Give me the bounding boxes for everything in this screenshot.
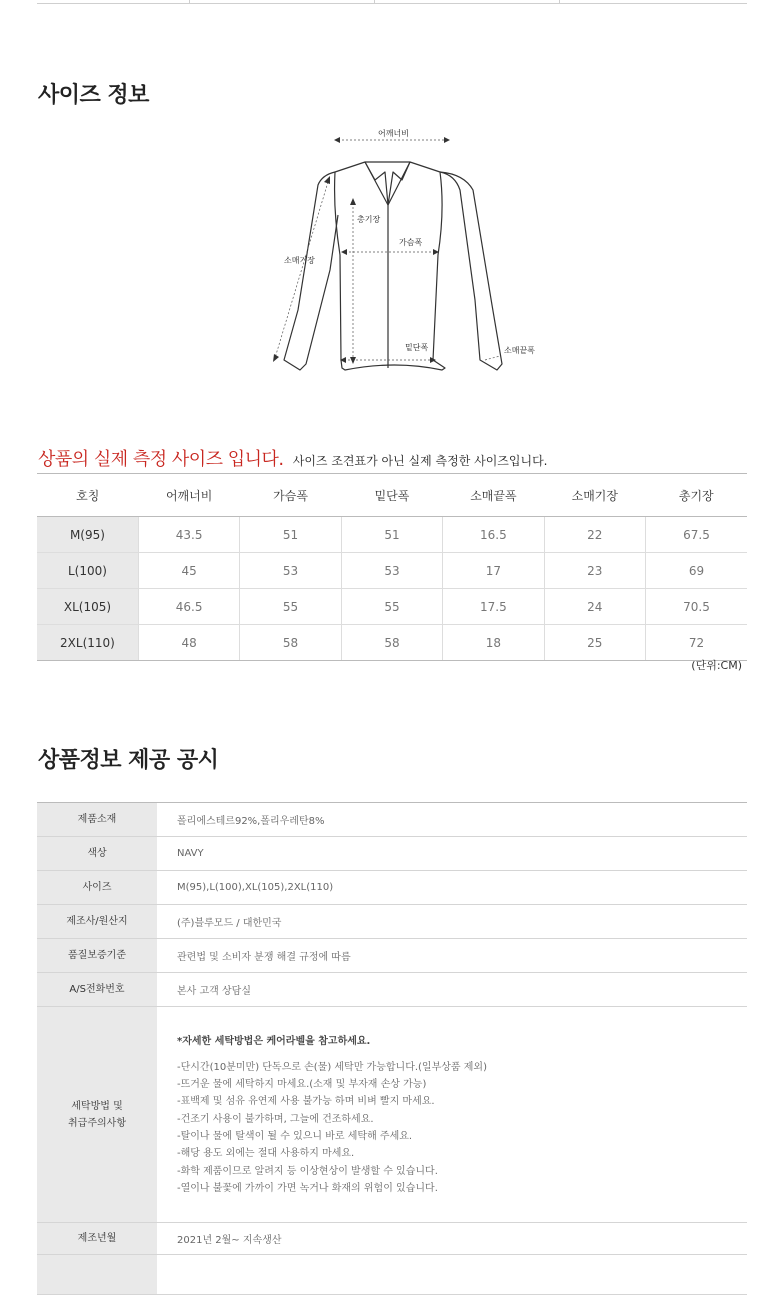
care-line: -열이나 불꽃에 가까이 가면 녹거나 화재의 위험이 있습니다. [177,1182,438,1194]
size-table [37,473,747,661]
info-row [37,871,747,905]
table-cell: 23 [544,553,645,589]
table-cell: 46.5 [138,589,239,625]
table-cell: 53 [341,553,442,589]
info-label: 제품소재 [37,803,157,837]
table-cell: 22 [544,517,645,553]
table-cell: 70.5 [646,589,747,625]
table-cell: 53 [240,553,341,589]
info-value: 관련법 및 소비자 분쟁 해결 규정에 따름 [157,939,747,973]
table-cell: 16.5 [443,517,544,553]
col-header: 소매기장 [544,474,645,517]
table-cell: 58 [240,625,341,661]
product-notice-title: 상품정보 제공 공시 [38,748,219,773]
col-header: 총기장 [646,474,747,517]
unit-note: (단위:CM) [691,659,742,672]
size-label: XL(105) [37,589,138,625]
care-line: -화학 제품이므로 알려지 등 이상현상이 발생할 수 있습니다. [177,1165,438,1177]
info-label: 제조사/원산지 [37,905,157,939]
table-cell: 58 [341,625,442,661]
info-label-empty [37,1255,157,1295]
table-cell: 18 [443,625,544,661]
table-row [37,517,747,553]
label-hem: 밑단폭 [405,343,429,352]
info-value: (주)블루모드 / 대한민국 [157,905,747,939]
table-cell: 51 [240,517,341,553]
size-label: M(95) [37,517,138,553]
shirt-illustration [260,120,550,390]
care-line: -단시간(10분미만) 단독으로 손(물) 세탁만 가능합니다.(일부상품 제외) [177,1061,487,1073]
info-row [37,905,747,939]
table-row [37,625,747,661]
care-line: -탈이나 물에 탈색이 될 수 있으니 바로 세탁해 주세요. [177,1131,413,1142]
size-label: L(100) [37,553,138,589]
care-instructions [157,1007,747,1223]
table-cell: 72 [646,625,747,661]
table-cell: 24 [544,589,645,625]
size-info-title: 사이즈 정보 [38,83,149,108]
col-header: 가슴폭 [240,474,341,517]
label-chest: 가슴폭 [399,238,423,247]
info-row-empty [37,1255,747,1295]
info-row [37,803,747,837]
info-value: NAVY [157,837,747,871]
care-heading: *자세한 세탁방법은 케어라벨을 참고하세요. [177,1035,371,1047]
info-label: 색상 [37,837,157,871]
care-line: -해당 용도 외에는 절대 사용하지 마세요. [177,1148,355,1160]
table-cell: 17 [443,553,544,589]
table-row [37,589,747,625]
divider-tick [559,0,560,3]
size-diagram [260,120,550,390]
label-length: 총기장 [357,215,381,224]
table-header-row [37,474,747,517]
info-value: M(95),L(100),XL(105),2XL(110) [157,871,747,905]
info-value: 2021년 2월~ 지속생산 [157,1223,747,1255]
info-row [37,939,747,973]
info-label: 제조년월 [37,1223,157,1255]
care-line: -뜨거운 물에 세탁하지 마세요.(소재 및 부자재 손상 가능) [177,1079,427,1091]
table-cell: 55 [240,589,341,625]
info-value: 폴리에스테르92%,폴리우레탄8% [157,803,747,837]
care-label-line: 취급주의사항 [68,1117,126,1129]
table-cell: 51 [341,517,442,553]
table-cell: 45 [138,553,239,589]
table-cell: 67.5 [646,517,747,553]
table-cell: 69 [646,553,747,589]
label-cuff: 소매끝폭 [504,346,535,355]
table-cell: 55 [341,589,442,625]
care-line: -건조기 사용이 불가하며, 그늘에 건조하세요. [177,1113,374,1125]
col-header: 소매끝폭 [443,474,544,517]
table-cell: 43.5 [138,517,239,553]
size-headline [38,445,547,471]
divider-tick [374,0,375,3]
col-header: 어깨너비 [138,474,239,517]
col-header: 호칭 [37,474,138,517]
headline-sub: 사이즈 조견표가 아닌 실제 측정한 사이즈입니다. [292,454,548,468]
headline-red: 상품의 실제 측정 사이즈 입니다. [38,449,284,470]
care-line: -표백제 및 섬유 유연제 사용 불가능 하며 비벼 빨지 마세요. [177,1096,435,1108]
care-label-line: 세탁방법 및 [71,1100,123,1112]
top-divider [37,0,747,4]
info-label: A/S전화번호 [37,973,157,1007]
product-info-table [37,802,747,1295]
divider-tick [189,0,190,3]
info-row [37,1223,747,1255]
info-row-care [37,1007,747,1223]
label-sleeve-length: 소매기장 [284,256,315,265]
info-row [37,837,747,871]
info-label-care [37,1007,157,1223]
info-value-empty [157,1255,747,1295]
label-shoulder: 어깨너비 [378,129,409,138]
info-row [37,973,747,1007]
table-cell: 25 [544,625,645,661]
size-label: 2XL(110) [37,625,138,661]
info-label: 품질보증기준 [37,939,157,973]
table-cell: 48 [138,625,239,661]
info-value: 본사 고객 상담실 [157,973,747,1007]
table-cell: 17.5 [443,589,544,625]
col-header: 밑단폭 [341,474,442,517]
info-label: 사이즈 [37,871,157,905]
table-row [37,553,747,589]
